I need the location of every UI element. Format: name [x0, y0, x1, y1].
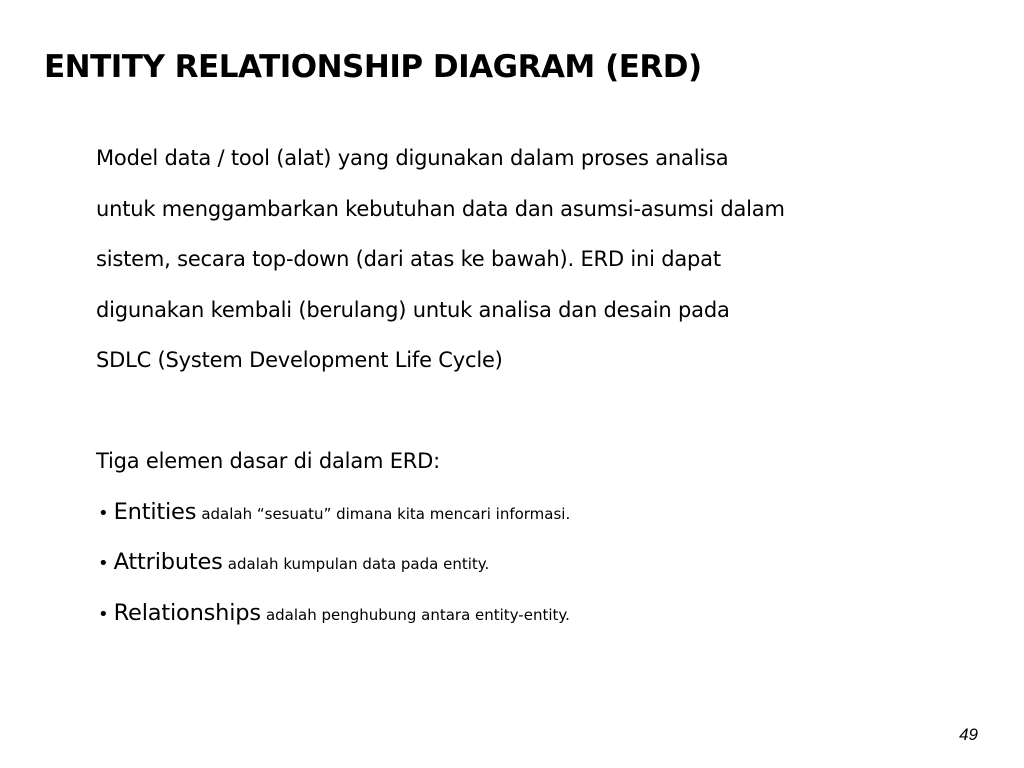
paragraph-line: digunakan kembali (berulang) untuk analisa dan desain pada: [96, 297, 730, 322]
bullet-icon: •: [98, 502, 109, 524]
element-term: Relationships: [113, 599, 261, 626]
page-number: 49: [959, 725, 978, 744]
paragraph-line: sistem, secara top-down (dari atas ke bawah). ERD ini dapat: [96, 247, 721, 271]
paragraph-line: SDLC (System Development Life Cycle): [96, 348, 503, 372]
list-item-entities: [98, 487, 956, 538]
bullet-icon: •: [98, 603, 109, 625]
list-item-attributes: [98, 537, 956, 588]
slide-title: ENTITY RELATIONSHIP DIAGRAM (ERD): [44, 49, 702, 85]
bullet-icon: •: [98, 553, 109, 574]
blank-line: [96, 386, 956, 437]
list-item-relationships: [98, 588, 956, 639]
erd-definition-paragraph: [96, 133, 956, 386]
element-term: Attributes: [113, 549, 223, 575]
element-term: Entities: [113, 498, 197, 525]
paragraph-line: Model data / tool (alat) yang digunakan dalam proses analisa: [96, 146, 729, 170]
elements-heading: Tiga elemen dasar di dalam ERD:: [96, 449, 441, 473]
slide-content: [96, 133, 956, 638]
element-description: adalah penghubung antara entity-entity.: [265, 605, 570, 624]
element-description: adalah “sesuatu” dimana kita mencari informasi.: [201, 504, 571, 523]
paragraph-line: untuk menggambarkan kebutuhan data dan asumsi-asumsi dalam: [96, 196, 785, 221]
element-description: adalah kumpulan data pada entity.: [227, 555, 490, 573]
erd-elements-list: [96, 487, 956, 639]
